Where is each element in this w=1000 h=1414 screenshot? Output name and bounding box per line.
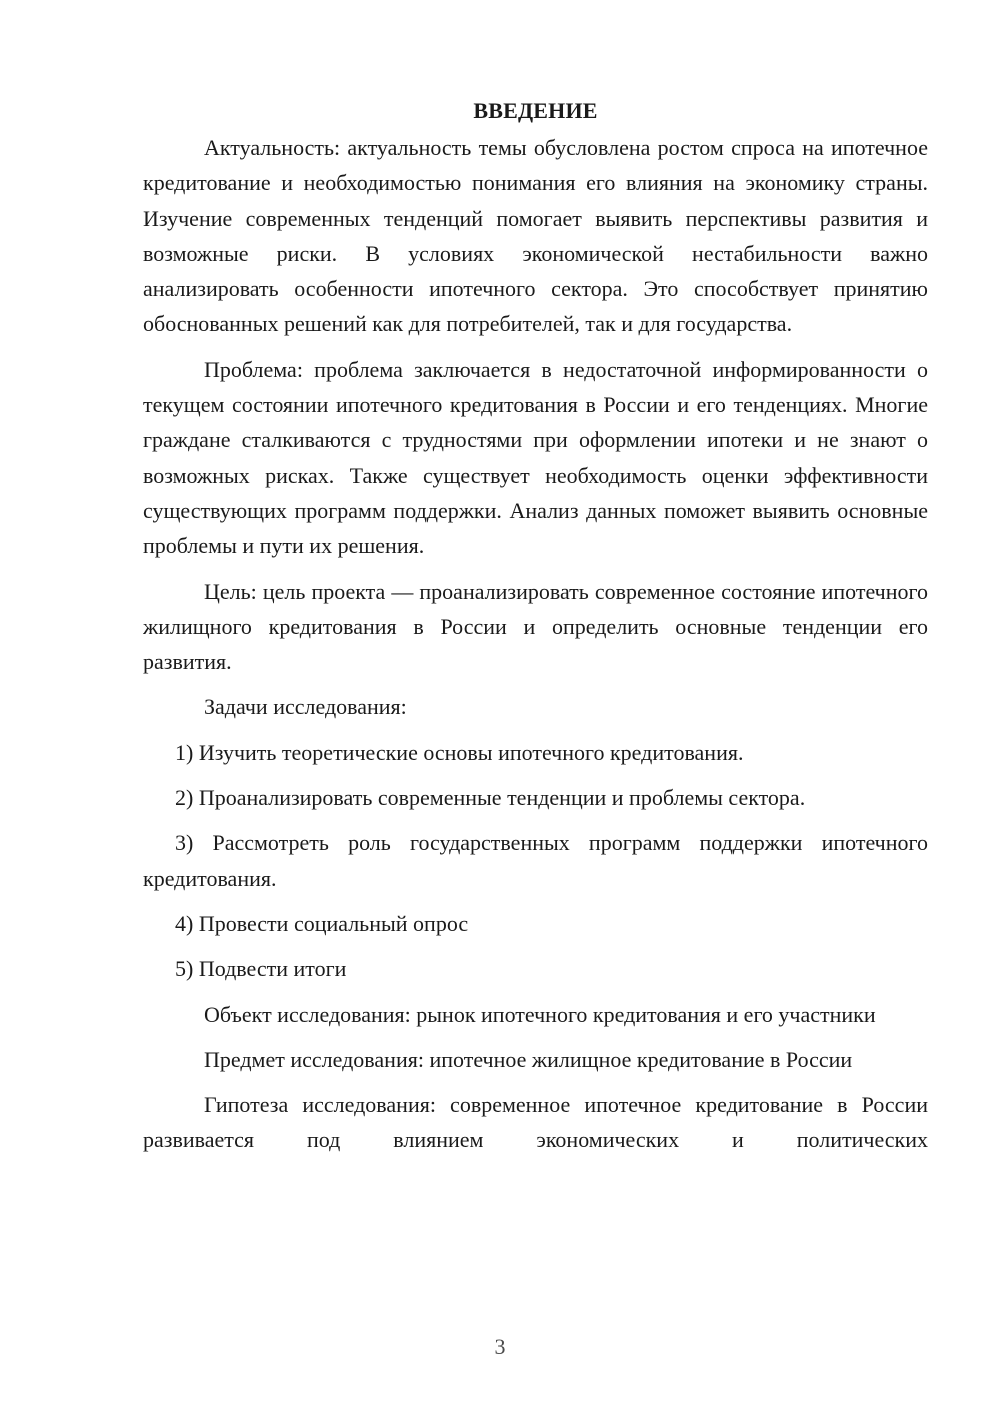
- section-heading: ВВЕДЕНИЕ: [473, 98, 598, 123]
- paragraph-goal: Цель: цель проекта — проанализировать современное состояние ипотечного жилищного кредитования в России и определить основные тенденции его развития.: [143, 578, 928, 675]
- task-item-4: 4) Провести социальный опрос: [175, 910, 469, 936]
- paragraph-subject: Предмет исследования: ипотечное жилищное кредитование в России: [204, 1046, 853, 1072]
- paragraph-relevance: Актуальность: актуальность темы обусловлена ростом спроса на ипотечное кредитование и необходимостью понимания его влияния на экономику страны. Изучение современных тенденций помогает выявить перспективы развития и возможные риски. В условиях экономической нестабильности важно анализировать особенности ипотечного сектора. Это способствует принятию обоснованных решений как для потребителей, так и для государства.: [143, 135, 928, 337]
- task-item-5: 5) Подвести итоги: [175, 956, 347, 982]
- paragraph-object: Объект исследования: рынок ипотечного кредитования и его участники: [204, 1001, 876, 1027]
- task-item-1: 1) Изучить теоретические основы ипотечного кредитования.: [175, 739, 744, 765]
- document-page: [143, 96, 928, 1316]
- paragraph-problem: Проблема: проблема заключается в недостаточной информированности о текущем состоянии ипотечного кредитования в России и его тенденциях. Многие граждане сталкиваются с трудностями при оформлении ипотеки и не знают о возможных рисках. Также существует необходимость оценки эффективности существующих программ поддержки. Анализ данных поможет выявить основные проблемы и пути их решения.: [143, 356, 928, 559]
- task-item-2: 2) Проанализировать современные тенденции и проблемы сектора.: [175, 785, 806, 811]
- task-item-3: 3) Рассмотреть роль государственных программ поддержки ипотечного кредитования.: [143, 830, 928, 891]
- page-number: 3: [494, 1334, 506, 1359]
- tasks-title: Задачи исследования:: [204, 694, 407, 720]
- paragraph-hypothesis: Гипотеза исследования: современное ипотечное кредитование в России развивается под влиянием экономических и политических: [143, 1092, 928, 1153]
